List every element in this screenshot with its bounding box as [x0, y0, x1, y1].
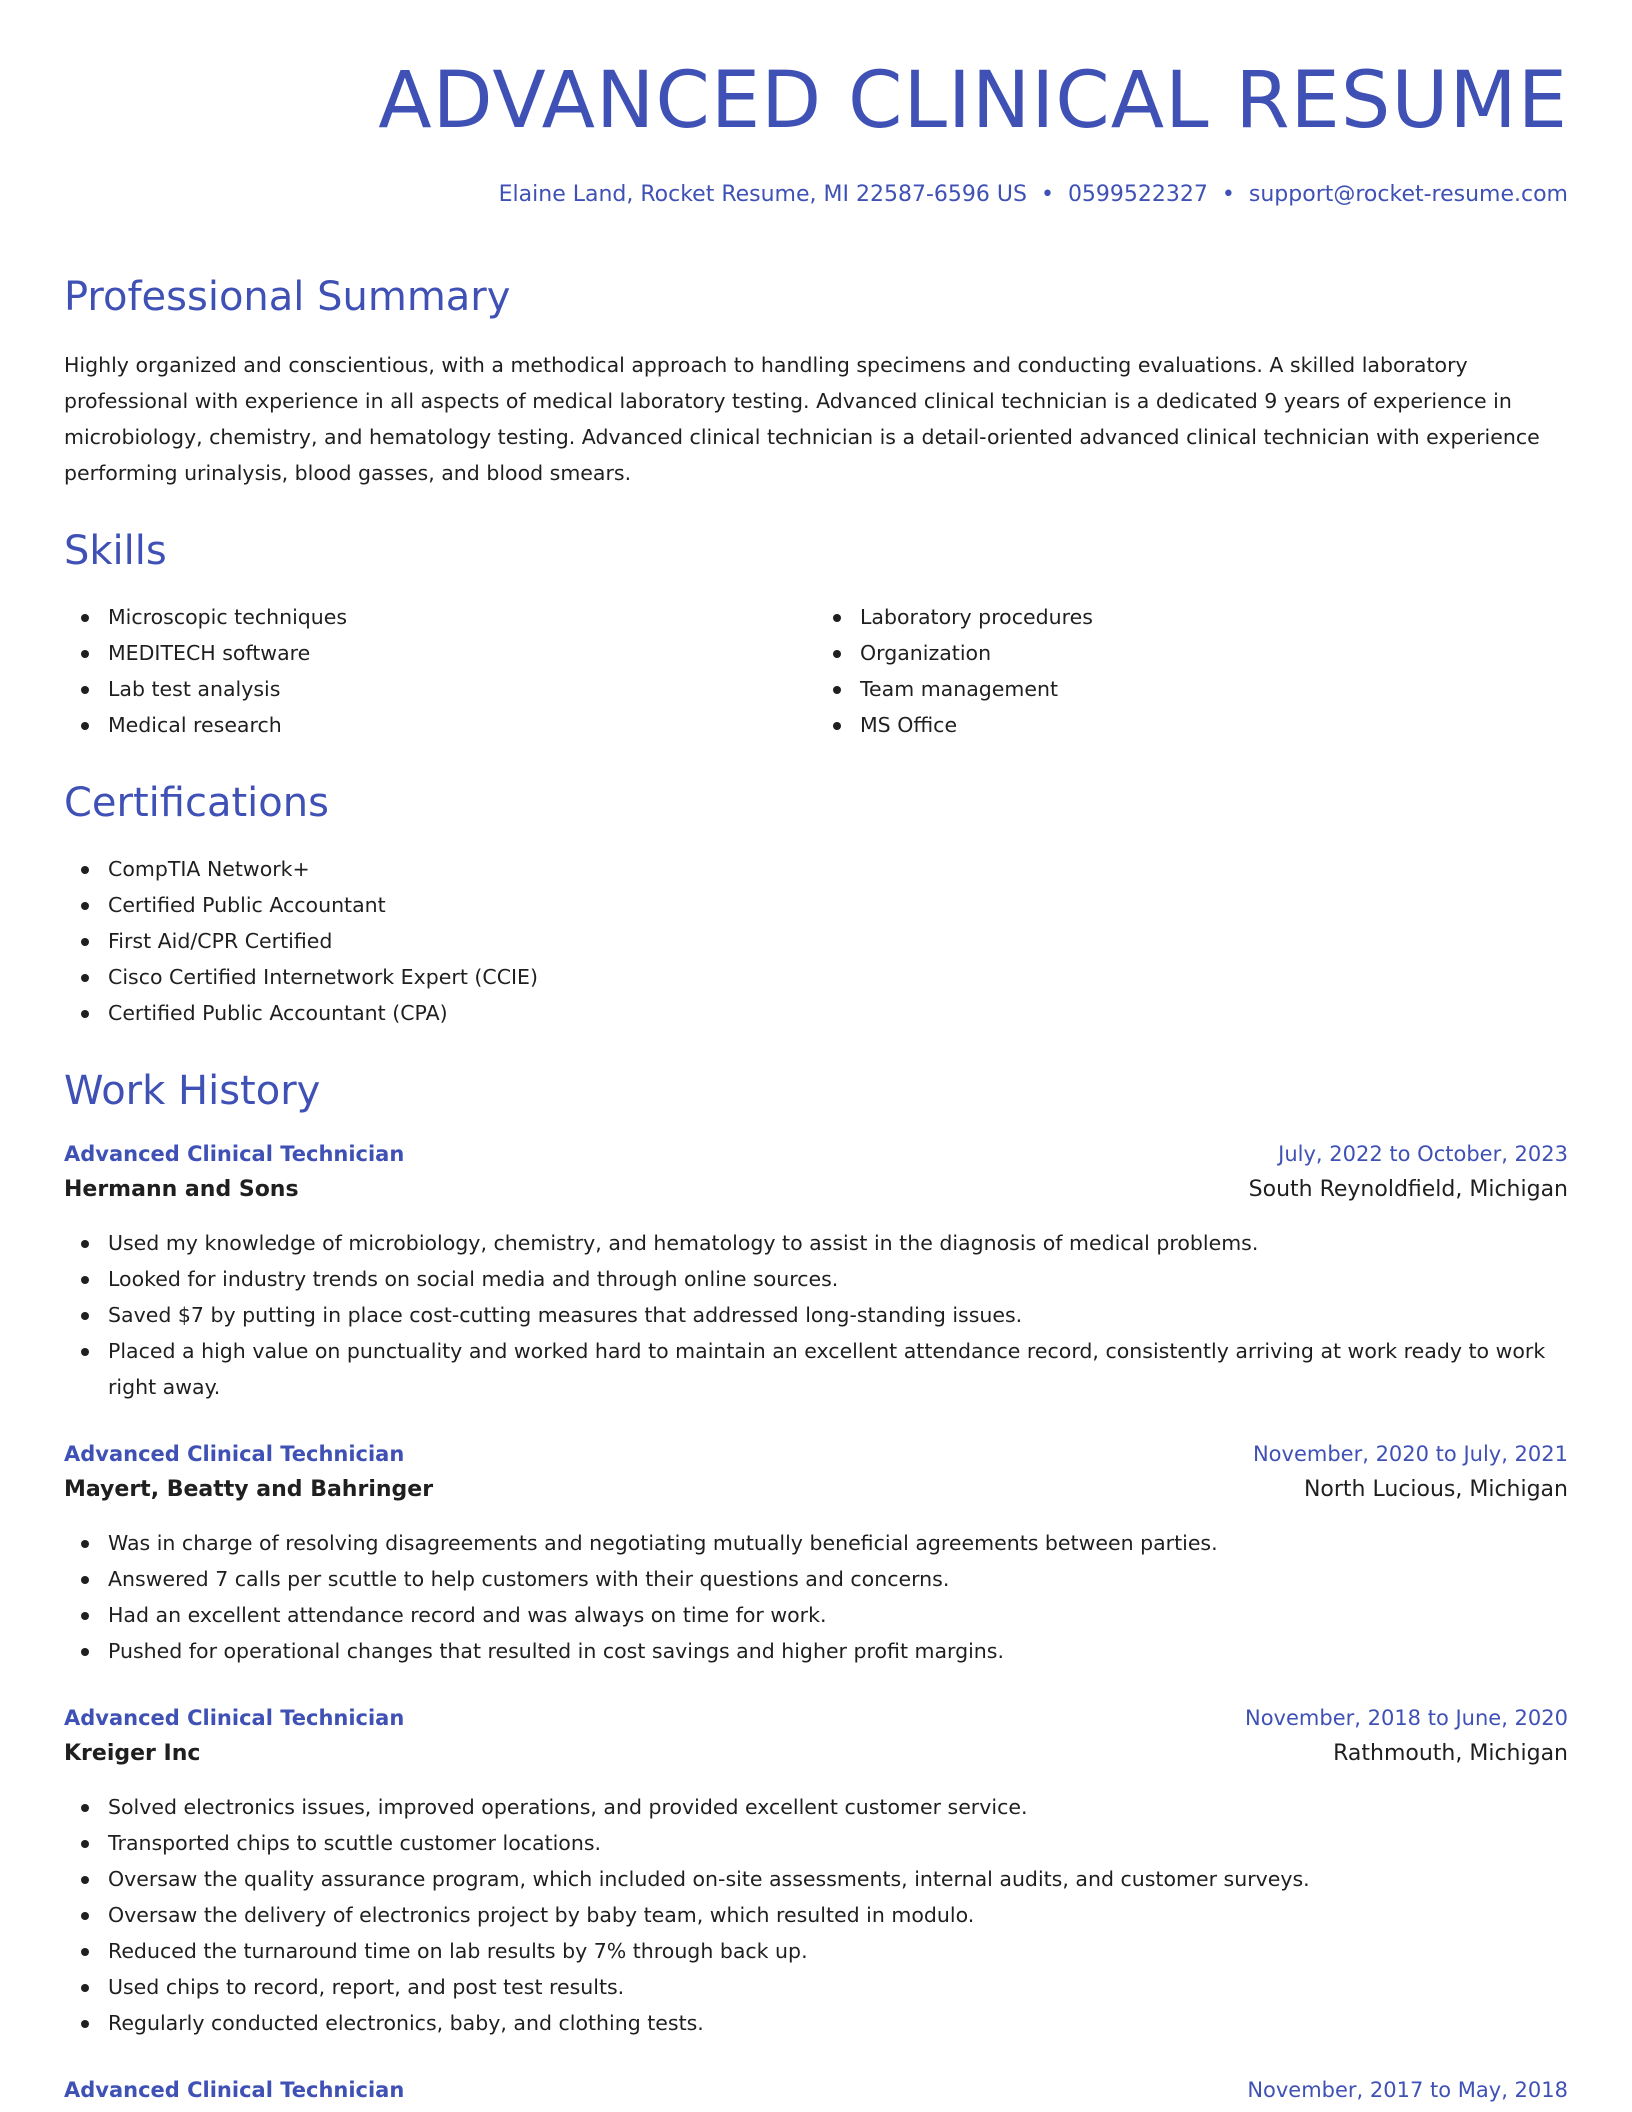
certification-item: CompTIA Network+ — [64, 851, 1568, 887]
job-subheader — [64, 1169, 1568, 1207]
job-entry — [64, 1139, 1568, 1405]
job-subheader — [64, 1733, 1568, 1771]
skill-item: Microscopic techniques — [64, 599, 816, 635]
job-bullet: Was in charge of resolving disagreements and negotiating mutually beneficial agreements between parties. — [64, 1525, 1568, 1561]
skill-item: Medical research — [64, 707, 816, 743]
certification-item: Certified Public Accountant — [64, 887, 1568, 923]
job-bullet: Used chips to record, report, and post test results. — [64, 1969, 1568, 2005]
job-bullet: Oversaw the delivery of electronics project by baby team, which resulted in modulo. — [64, 1897, 1568, 1933]
job-header — [64, 1139, 1568, 1169]
contact-phone: 0599522327 — [1067, 182, 1208, 207]
job-entry — [64, 1703, 1568, 2041]
job-bullet: Answered 7 calls per scuttle to help customers with their questions and concerns. — [64, 1561, 1568, 1597]
job-dates: July, 2022 to October, 2023 — [1278, 1142, 1568, 1166]
certification-item: Cisco Certified Internetwork Expert (CCIE) — [64, 959, 1568, 995]
job-subheader — [64, 1469, 1568, 1507]
job-location: Rathmouth, Michigan — [1333, 1741, 1568, 1766]
job-bullets — [64, 1225, 1568, 1405]
job-bullet: Saved $7 by putting in place cost-cutting measures that addressed long-standing issues. — [64, 1297, 1568, 1333]
job-bullet: Oversaw the quality assurance program, which included on-site assessments, internal audits, and customer surveys. — [64, 1861, 1568, 1897]
job-company: Mayert, Beatty and Bahringer — [64, 1477, 434, 1502]
contact-line — [64, 182, 1568, 207]
job-title: Advanced Clinical Technician — [64, 1142, 405, 1166]
job-entry — [64, 1439, 1568, 1669]
skill-item: Organization — [816, 635, 1568, 671]
skills-column-left — [64, 599, 816, 743]
certification-item: Certified Public Accountant (CPA) — [64, 995, 1568, 1031]
skill-item: MEDITECH software — [64, 635, 816, 671]
skill-item: MS Office — [816, 707, 1568, 743]
skills-column-right — [816, 599, 1568, 743]
contact-separator: • — [1221, 182, 1235, 207]
job-entry — [64, 2075, 1568, 2105]
job-bullet: Pushed for operational changes that resulted in cost savings and higher profit margins. — [64, 1633, 1568, 1669]
job-dates: November, 2017 to May, 2018 — [1247, 2078, 1568, 2102]
contact-separator: • — [1040, 182, 1054, 207]
contact-address: Elaine Land, Rocket Resume, MI 22587-6596 US — [498, 182, 1027, 207]
job-company: Hermann and Sons — [64, 1177, 299, 1202]
job-bullets — [64, 1789, 1568, 2041]
job-bullets — [64, 1525, 1568, 1669]
job-dates: November, 2020 to July, 2021 — [1252, 1442, 1568, 1466]
job-bullet: Regularly conducted electronics, baby, and clothing tests. — [64, 2005, 1568, 2041]
job-bullet: Reduced the turnaround time on lab results by 7% through back up. — [64, 1933, 1568, 1969]
certifications-list — [64, 851, 1568, 1031]
job-title: Advanced Clinical Technician — [64, 2078, 405, 2102]
job-title: Advanced Clinical Technician — [64, 1706, 405, 1730]
skill-item: Laboratory procedures — [816, 599, 1568, 635]
job-header — [64, 1703, 1568, 1733]
certification-item: First Aid/CPR Certified — [64, 923, 1568, 959]
job-header — [64, 2075, 1568, 2105]
summary-text: Highly organized and conscientious, with a methodical approach to handling specimens and conducting evaluations. A skilled laboratory professional with experience in all aspects of medical laboratory testing. Advanced clinical technician is a dedicated 9 years of experience in microbiology, chemistry, and hematology testing. Advanced clinical technician is a detail-oriented advanced clinical technician with experience performing urinalysis, blood gasses, and blood smears. — [64, 353, 1540, 485]
job-header — [64, 1439, 1568, 1469]
skills-list — [64, 599, 1568, 743]
job-bullet: Looked for industry trends on social media and through online sources. — [64, 1261, 1568, 1297]
contact-email[interactable]: support@rocket-resume.com — [1248, 182, 1568, 207]
skill-item: Lab test analysis — [64, 671, 816, 707]
work-history-heading: Work History — [64, 1068, 321, 1114]
job-location: South Reynoldfield, Michigan — [1248, 1177, 1568, 1202]
job-title: Advanced Clinical Technician — [64, 1442, 405, 1466]
job-dates: November, 2018 to June, 2020 — [1245, 1706, 1568, 1730]
skills-heading: Skills — [64, 528, 167, 574]
summary-heading: Professional Summary — [64, 274, 511, 320]
job-bullet: Solved electronics issues, improved operations, and provided excellent customer service. — [64, 1789, 1568, 1825]
job-bullet: Used my knowledge of microbiology, chemistry, and hematology to assist in the diagnosis of medical problems. — [64, 1225, 1568, 1261]
job-bullet: Had an excellent attendance record and was always on time for work. — [64, 1597, 1568, 1633]
job-location: North Lucious, Michigan — [1303, 1477, 1568, 1502]
resume-title: ADVANCED CLINICAL RESUME — [378, 56, 1568, 146]
job-company: Kreiger Inc — [64, 1741, 201, 1766]
job-bullet: Transported chips to scuttle customer locations. — [64, 1825, 1568, 1861]
skill-item: Team management — [816, 671, 1568, 707]
certifications-heading: Certifications — [64, 780, 329, 826]
job-bullet: Placed a high value on punctuality and worked hard to maintain an excellent attendance record, consistently arriving at work ready to work right away. — [64, 1333, 1568, 1405]
